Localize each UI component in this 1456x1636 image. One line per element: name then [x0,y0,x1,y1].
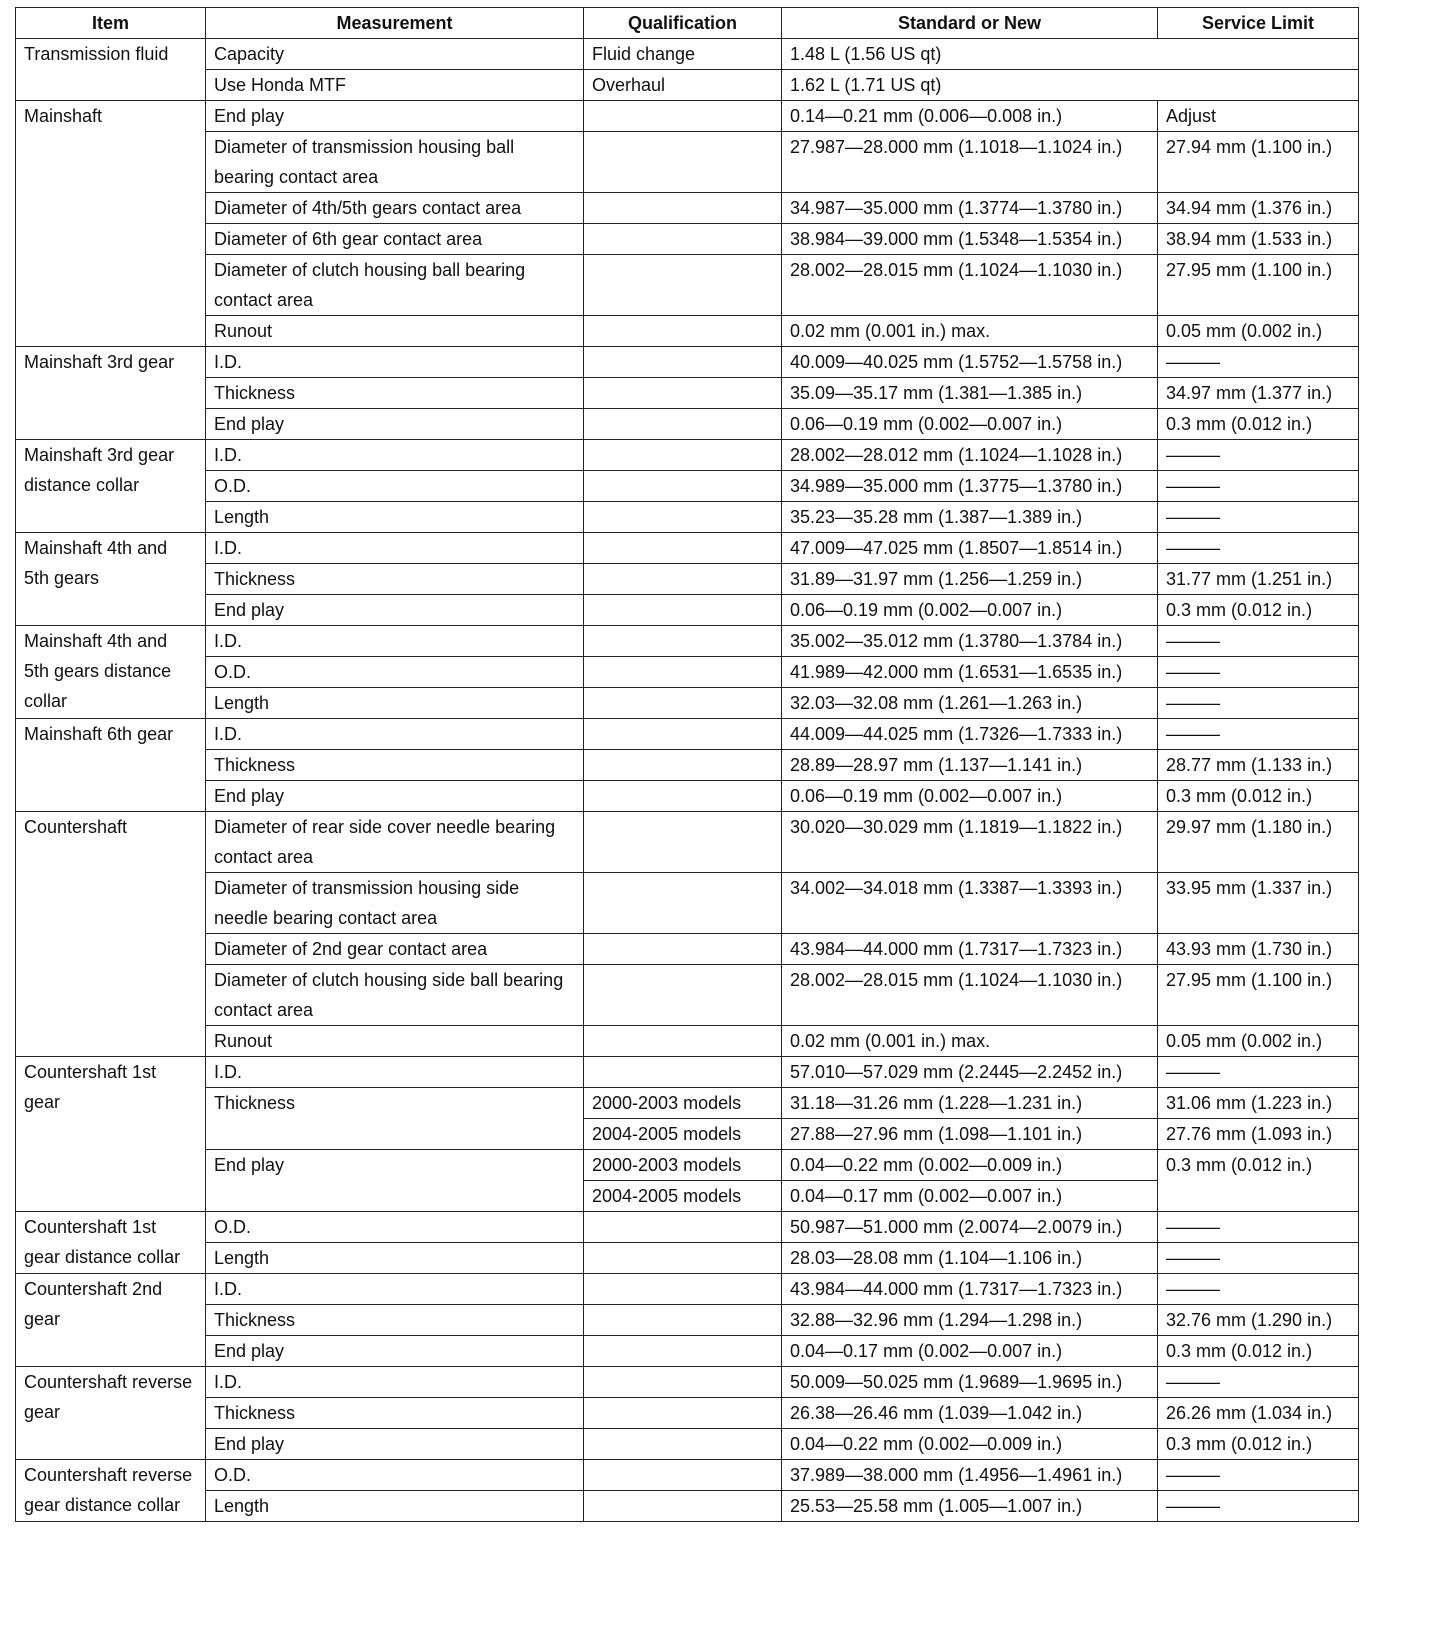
header-service-limit: Service Limit [1158,8,1359,39]
table-row [16,626,1359,657]
table-row [16,1460,1359,1491]
standard-cell: 41.989—42.000 mm (1.6531—1.6535 in.) [782,657,1158,688]
standard-cell: 0.14—0.21 mm (0.006—0.008 in.) [782,101,1158,132]
measurement-cell: I.D. [206,719,584,750]
table-row [16,750,1359,781]
standard-cell: 1.48 L (1.56 US qt) [782,39,1359,70]
measurement-cell: Thickness [206,378,584,409]
qualification-cell [584,1212,782,1243]
standard-cell: 28.002—28.015 mm (1.1024—1.1030 in.) [782,255,1158,316]
service-limit-cell: 0.3 mm (0.012 in.) [1158,1336,1359,1367]
service-limit-cell: ——— [1158,502,1359,533]
qualification-cell [584,193,782,224]
table-row [16,1088,1359,1119]
standard-cell: 43.984—44.000 mm (1.7317—1.7323 in.) [782,934,1158,965]
item-cell: Mainshaft 4th and 5th gears distance collar [16,626,206,719]
standard-cell: 40.009—40.025 mm (1.5752—1.5758 in.) [782,347,1158,378]
qualification-cell [584,1398,782,1429]
service-limit-cell: 0.3 mm (0.012 in.) [1158,595,1359,626]
table-row [16,1150,1359,1181]
table-row [16,378,1359,409]
qualification-cell [584,564,782,595]
service-limit-cell: 27.94 mm (1.100 in.) [1158,132,1359,193]
service-limit-cell: 27.95 mm (1.100 in.) [1158,255,1359,316]
service-limit-cell: ——— [1158,347,1359,378]
table-row [16,471,1359,502]
measurement-cell: Diameter of 2nd gear contact area [206,934,584,965]
table-row [16,719,1359,750]
qualification-cell: 2004-2005 models [584,1119,782,1150]
qualification-cell [584,1243,782,1274]
service-limit-cell: 33.95 mm (1.337 in.) [1158,873,1359,934]
qualification-cell [584,719,782,750]
standard-cell: 34.987—35.000 mm (1.3774—1.3780 in.) [782,193,1158,224]
measurement-cell: End play [206,781,584,812]
standard-cell: 0.02 mm (0.001 in.) max. [782,1026,1158,1057]
qualification-cell [584,255,782,316]
qualification-cell [584,316,782,347]
standard-cell: 35.002—35.012 mm (1.3780—1.3784 in.) [782,626,1158,657]
table-row [16,101,1359,132]
service-limit-cell: ——— [1158,1274,1359,1305]
standard-cell: 34.002—34.018 mm (1.3387—1.3393 in.) [782,873,1158,934]
qualification-cell [584,934,782,965]
service-limit-cell: ——— [1158,471,1359,502]
standard-cell: 28.002—28.012 mm (1.1024—1.1028 in.) [782,440,1158,471]
item-cell: Mainshaft 3rd gear [16,347,206,440]
measurement-cell: Diameter of clutch housing ball bearing contact area [206,255,584,316]
qualification-cell [584,533,782,564]
qualification-cell [584,1367,782,1398]
table-row [16,781,1359,812]
service-limit-cell: 32.76 mm (1.290 in.) [1158,1305,1359,1336]
standard-cell: 50.987—51.000 mm (2.0074—2.0079 in.) [782,1212,1158,1243]
measurement-cell: I.D. [206,1367,584,1398]
item-cell: Countershaft 2nd gear [16,1274,206,1367]
measurement-cell: Diameter of rear side cover needle bearing contact area [206,812,584,873]
service-limit-cell: 28.77 mm (1.133 in.) [1158,750,1359,781]
service-limit-cell: 38.94 mm (1.533 in.) [1158,224,1359,255]
measurement-cell: Thickness [206,564,584,595]
qualification-cell [584,224,782,255]
measurement-cell: Use Honda MTF [206,70,584,101]
measurement-cell: Diameter of 6th gear contact area [206,224,584,255]
table-row [16,70,1359,101]
service-limit-cell: 0.05 mm (0.002 in.) [1158,316,1359,347]
standard-cell: 50.009—50.025 mm (1.9689—1.9695 in.) [782,1367,1158,1398]
item-cell: Countershaft 1st gear distance collar [16,1212,206,1274]
service-limit-cell: 0.3 mm (0.012 in.) [1158,1429,1359,1460]
table-row [16,1057,1359,1088]
qualification-cell [584,626,782,657]
standard-cell: 0.04—0.17 mm (0.002—0.007 in.) [782,1336,1158,1367]
qualification-cell [584,1305,782,1336]
measurement-cell: Thickness [206,750,584,781]
table-row [16,595,1359,626]
item-cell: Mainshaft 4th and 5th gears [16,533,206,626]
standard-cell: 28.03—28.08 mm (1.104—1.106 in.) [782,1243,1158,1274]
standard-cell: 25.53—25.58 mm (1.005—1.007 in.) [782,1491,1158,1522]
measurement-cell: Runout [206,316,584,347]
qualification-cell [584,1057,782,1088]
measurement-cell: Length [206,502,584,533]
item-cell: Mainshaft 6th gear [16,719,206,812]
specifications-table [15,7,1359,1522]
measurement-cell: Thickness [206,1305,584,1336]
qualification-cell [584,132,782,193]
standard-cell: 35.09—35.17 mm (1.381—1.385 in.) [782,378,1158,409]
service-limit-cell: Adjust [1158,101,1359,132]
measurement-cell: I.D. [206,347,584,378]
table-row [16,564,1359,595]
header-row [16,8,1359,39]
qualification-cell [584,101,782,132]
qualification-cell [584,657,782,688]
standard-cell: 38.984—39.000 mm (1.5348—1.5354 in.) [782,224,1158,255]
measurement-cell: O.D. [206,657,584,688]
table-row [16,440,1359,471]
measurement-cell: O.D. [206,471,584,502]
measurement-cell: Thickness [206,1088,584,1150]
measurement-cell: Diameter of clutch housing side ball bearing contact area [206,965,584,1026]
header-qualification: Qualification [584,8,782,39]
service-limit-cell: ——— [1158,1491,1359,1522]
qualification-cell: 2000-2003 models [584,1088,782,1119]
table-row [16,409,1359,440]
service-limit-cell: ——— [1158,657,1359,688]
table-row [16,316,1359,347]
standard-cell: 28.002—28.015 mm (1.1024—1.1030 in.) [782,965,1158,1026]
standard-cell: 0.04—0.22 mm (0.002—0.009 in.) [782,1150,1158,1181]
measurement-cell: Diameter of 4th/5th gears contact area [206,193,584,224]
service-limit-cell: ——— [1158,1460,1359,1491]
table-row [16,688,1359,719]
item-cell: Countershaft [16,812,206,1057]
measurement-cell: O.D. [206,1212,584,1243]
standard-cell: 43.984—44.000 mm (1.7317—1.7323 in.) [782,1274,1158,1305]
standard-cell: 37.989—38.000 mm (1.4956—1.4961 in.) [782,1460,1158,1491]
standard-cell: 1.62 L (1.71 US qt) [782,70,1359,101]
standard-cell: 26.38—26.46 mm (1.039—1.042 in.) [782,1398,1158,1429]
qualification-cell [584,688,782,719]
table-row [16,1243,1359,1274]
service-limit-cell: ——— [1158,1212,1359,1243]
table-row [16,965,1359,1026]
standard-cell: 35.23—35.28 mm (1.387—1.389 in.) [782,502,1158,533]
standard-cell: 57.010—57.029 mm (2.2445—2.2452 in.) [782,1057,1158,1088]
qualification-cell [584,502,782,533]
table-row [16,1274,1359,1305]
service-limit-cell: 0.3 mm (0.012 in.) [1158,781,1359,812]
qualification-cell [584,1026,782,1057]
header-item: Item [16,8,206,39]
service-limit-cell: 34.97 mm (1.377 in.) [1158,378,1359,409]
item-cell: Mainshaft 3rd gear distance collar [16,440,206,533]
measurement-cell: End play [206,1429,584,1460]
service-limit-cell: ——— [1158,440,1359,471]
standard-cell: 34.989—35.000 mm (1.3775—1.3780 in.) [782,471,1158,502]
service-limit-cell: 29.97 mm (1.180 in.) [1158,812,1359,873]
qualification-cell: 2000-2003 models [584,1150,782,1181]
qualification-cell [584,595,782,626]
qualification-cell [584,409,782,440]
measurement-cell: End play [206,101,584,132]
standard-cell: 32.88—32.96 mm (1.294—1.298 in.) [782,1305,1158,1336]
header-measurement: Measurement [206,8,584,39]
item-cell: Countershaft reverse gear distance collar [16,1460,206,1522]
table-row [16,224,1359,255]
table-row [16,812,1359,873]
table-body [16,39,1359,1522]
qualification-cell [584,347,782,378]
qualification-cell [584,965,782,1026]
standard-cell: 0.04—0.17 mm (0.002—0.007 in.) [782,1181,1158,1212]
service-limit-cell: ——— [1158,1367,1359,1398]
table-row [16,1026,1359,1057]
header-standard: Standard or New [782,8,1158,39]
standard-cell: 28.89—28.97 mm (1.137—1.141 in.) [782,750,1158,781]
service-limit-cell: ——— [1158,719,1359,750]
service-limit-cell: 0.3 mm (0.012 in.) [1158,1150,1359,1212]
service-limit-cell: 34.94 mm (1.376 in.) [1158,193,1359,224]
measurement-cell: I.D. [206,1274,584,1305]
standard-cell: 30.020—30.029 mm (1.1819—1.1822 in.) [782,812,1158,873]
standard-cell: 27.987—28.000 mm (1.1018—1.1024 in.) [782,132,1158,193]
qualification-cell [584,378,782,409]
measurement-cell: End play [206,1336,584,1367]
standard-cell: 27.88—27.96 mm (1.098—1.101 in.) [782,1119,1158,1150]
item-cell: Countershaft reverse gear [16,1367,206,1460]
table-row [16,502,1359,533]
service-limit-cell: 26.26 mm (1.034 in.) [1158,1398,1359,1429]
table-row [16,1398,1359,1429]
service-limit-cell: ——— [1158,1243,1359,1274]
service-limit-cell: ——— [1158,1057,1359,1088]
qualification-cell [584,750,782,781]
item-cell: Countershaft 1st gear [16,1057,206,1212]
measurement-cell: Runout [206,1026,584,1057]
service-limit-cell: 43.93 mm (1.730 in.) [1158,934,1359,965]
measurement-cell: I.D. [206,626,584,657]
measurement-cell: End play [206,409,584,440]
table-row [16,1305,1359,1336]
measurement-cell: Diameter of transmission housing side needle bearing contact area [206,873,584,934]
qualification-cell [584,781,782,812]
measurement-cell: Length [206,1243,584,1274]
measurement-cell: Length [206,1491,584,1522]
table-row [16,1367,1359,1398]
measurement-cell: O.D. [206,1460,584,1491]
standard-cell: 0.06—0.19 mm (0.002—0.007 in.) [782,409,1158,440]
measurement-cell: I.D. [206,533,584,564]
qualification-cell [584,440,782,471]
qualification-cell [584,1491,782,1522]
service-limit-cell: ——— [1158,688,1359,719]
service-limit-cell: 31.06 mm (1.223 in.) [1158,1088,1359,1119]
table-row [16,193,1359,224]
service-limit-cell: 27.95 mm (1.100 in.) [1158,965,1359,1026]
measurement-cell: End play [206,1150,584,1212]
standard-cell: 44.009—44.025 mm (1.7326—1.7333 in.) [782,719,1158,750]
service-limit-cell: ——— [1158,533,1359,564]
qualification-cell [584,1460,782,1491]
qualification-cell [584,812,782,873]
measurement-cell: Thickness [206,1398,584,1429]
table-row [16,132,1359,193]
qualification-cell [584,471,782,502]
measurement-cell: I.D. [206,1057,584,1088]
measurement-cell: Capacity [206,39,584,70]
service-limit-cell: 31.77 mm (1.251 in.) [1158,564,1359,595]
table-row [16,1491,1359,1522]
qualification-cell [584,873,782,934]
standard-cell: 31.18—31.26 mm (1.228—1.231 in.) [782,1088,1158,1119]
table-row [16,1212,1359,1243]
table-row [16,934,1359,965]
standard-cell: 0.04—0.22 mm (0.002—0.009 in.) [782,1429,1158,1460]
item-cell: Mainshaft [16,101,206,347]
table-row [16,1336,1359,1367]
measurement-cell: Length [206,688,584,719]
measurement-cell: End play [206,595,584,626]
item-cell: Transmission fluid [16,39,206,101]
qualification-cell [584,1429,782,1460]
standard-cell: 32.03—32.08 mm (1.261—1.263 in.) [782,688,1158,719]
service-limit-cell: 27.76 mm (1.093 in.) [1158,1119,1359,1150]
qualification-cell: 2004-2005 models [584,1181,782,1212]
measurement-cell: I.D. [206,440,584,471]
service-limit-cell: ——— [1158,626,1359,657]
table-row [16,1429,1359,1460]
table-row [16,39,1359,70]
qualification-cell: Overhaul [584,70,782,101]
service-limit-cell: 0.05 mm (0.002 in.) [1158,1026,1359,1057]
qualification-cell [584,1274,782,1305]
standard-cell: 0.06—0.19 mm (0.002—0.007 in.) [782,781,1158,812]
standard-cell: 47.009—47.025 mm (1.8507—1.8514 in.) [782,533,1158,564]
table-row [16,657,1359,688]
table-row [16,255,1359,316]
measurement-cell: Diameter of transmission housing ball bearing contact area [206,132,584,193]
standard-cell: 0.02 mm (0.001 in.) max. [782,316,1158,347]
table-row [16,347,1359,378]
service-limit-cell: 0.3 mm (0.012 in.) [1158,409,1359,440]
table-row [16,873,1359,934]
standard-cell: 0.06—0.19 mm (0.002—0.007 in.) [782,595,1158,626]
qualification-cell [584,1336,782,1367]
table-row [16,533,1359,564]
qualification-cell: Fluid change [584,39,782,70]
standard-cell: 31.89—31.97 mm (1.256—1.259 in.) [782,564,1158,595]
